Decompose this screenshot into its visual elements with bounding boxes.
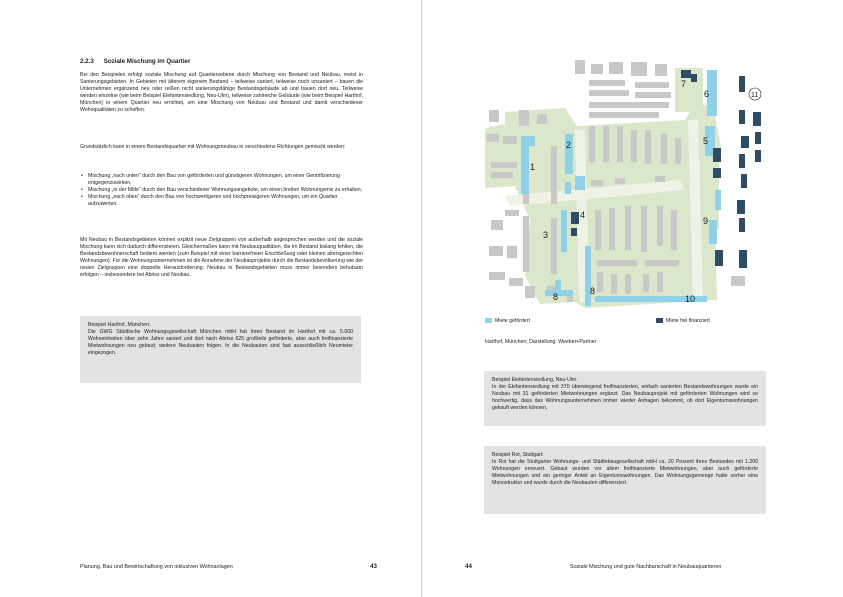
list-item: • Mischung „in der Mitte“ durch den Bau verschiedener Wohnungsangebote, um einen breiten Wohnungsmix zu erhalten, [80,187,363,194]
map-label: 8 [590,286,596,296]
intro-paragraph: Bei den Beispielen erfolgt soziale Mischung auf Quartiersebene durch Mischung von Bestand und Neubau, meist in Sanierungsgebieten. In Gebieten mit älterem eigenem Bestand – teilweise saniert, teilweise noch unsaniert – bauen die Unternehmen ergänzend neu oder reißen nicht sanierungsfähige Bestandsgebäude ab und bauen dort neu. Teilweise werden einzelne (wie beim Beispiel Elefantensiedlung, Neu-Ulm), teilweise zahlreiche Gebäude (wie beim Beispiel Harthof, München) in einem Quartier neu errichtet, um eine Mischung von Neubau und Bestand und damit verschiedener Wohnqualitäten zu schaffen. [80,72,363,114]
map-label: 7 [681,79,687,89]
section-number: 2.2.3 [80,58,94,65]
map-label: 5 [703,136,709,146]
example-box-body: Die GWG Städtische Wohnungsgesellschaft München mbH hat ihren Bestand im Harthof mit ca. 5.000 Wohneinheiten über zehn Jahre saniert und dort nach Abriss 625 großteils geförderte, aber auch freifinanzierte Mietwohnungen neu gebaut; weitere Neubauten folgen. In die Neubauten sind fast ausschließlich Neumieter eingezogen. [88,329,353,357]
map-caption: Harthof, München; Darstellung: Weeber+Partner [485,339,597,345]
page-number: 44 [465,563,472,570]
mixing-directions-list [80,173,363,208]
page-number: 43 [370,563,377,570]
footer-text: Soziale Mischung und gute Nachbarschaft in Neubauquartieren [570,564,722,570]
example-box-body: In der Elefantensiedlung mit 370 überwiegend freifinanzierten, einfach sanierten Bestandswohnungen wurde ein Neubau mit 31 geförderten Mietwohnungen ergänzt. Das Neubauprojekt mit geförderten Wohnungen wird so hochwertig, dass das Wohnungsunternehmen immer wieder Anfragen bekommt, ob dort Eigentumswohnungen gekauft werden können. [492,384,758,412]
map-label: 6 [704,89,710,99]
section-heading [80,58,190,65]
legend-label-free: Miete frei finanziert [666,318,710,324]
map-label: 10 [685,294,696,304]
map-label: 11 [751,92,759,99]
map-label: 8 [553,292,559,302]
target-groups-paragraph: Mit Neubau in Bestandsgebieten können explizit neue Zielgruppen von außerhalb angesprochen werden und die soziale Mischung kann sich dadurch differenzieren. Gleichermaßen kann mit Neubauqualitäten, die im Bestand bislang fehlten, die Bestandsbewohnerschaft bedient werden (zum Beispiel mit einer barrierefreien Erschließung oder kleinen altersgerechten Wohnungen). Für die Wohnungsunternehmen ist die Annahme der Neubauprojekte durch die Bestandsbevölkerung wie der neuen Zielgruppen eine doppelte Herausforderung. Neubau in Bestandsgebieten muss immer besonders behutsam erfolgen – insbesondere bei Abriss und Neubau. [80,237,363,279]
left-page [0,0,421,597]
footer-text: Planung, Bau und Bewirtschaftung von inklusiven Wohnanlagen [80,564,233,570]
list-item: • Mischung „nach oben“ durch den Bau von hochwertigeren und hochpreisigeren Wohnungen, um ein Quartier aufzuwerten. [80,194,363,208]
example-box-harthof [80,316,361,383]
legend-label-subsidized: Miete gefördert [495,318,530,324]
example-box-neu-ulm [484,371,766,426]
map-label: 4 [580,210,586,220]
list-item: • Mischung „nach unten“ durch den Bau von geförderten und günstigeren Wohnungen, um einer Gentrifizierung entgegenzuwirken, [80,173,363,187]
legend-free [656,318,710,324]
example-box-title: Beispiel Rot, Stuttgart: [492,452,544,458]
mixing-directions-paragraph: Grundsätzlich kann in einem Bestandsquartier mit Wohnungsneubau in verschiedene Richtungen gemischt werden: [80,144,346,150]
example-box-stuttgart [484,446,766,514]
legend-subsidized [485,318,530,324]
example-box-title: Beispiel Elefantensiedlung, Neu-Ulm: [492,377,578,383]
site-plan-map [485,50,765,312]
map-label: 1 [530,162,536,172]
legend-swatch-free [656,318,663,323]
map-label: 2 [566,140,572,150]
map-label: 9 [703,216,709,226]
example-box-body: In Rot hat die Stuttgarter Wohnungs- und Städtebaugesellschaft mbH ca. 20 Prozent ihres Bestandes mit 1.200 Wohnungen erneuert. Gebaut wurden vor allem freifinanzierte Mietwohnungen, aber auch geförderte Mietwohnungen und ein geringer Anteil an Eigentumswohnungen. Das Wohnungsgemenge hatte vorher eine Monostruktur und wurde durch die Neubauten differenziert. [492,459,758,487]
legend-swatch-subsidized [485,318,492,323]
map-label: 3 [543,230,549,240]
example-box-title: Beispiel Harthof, München: [88,322,151,328]
section-title: Soziale Mischung im Quartier [103,58,191,65]
